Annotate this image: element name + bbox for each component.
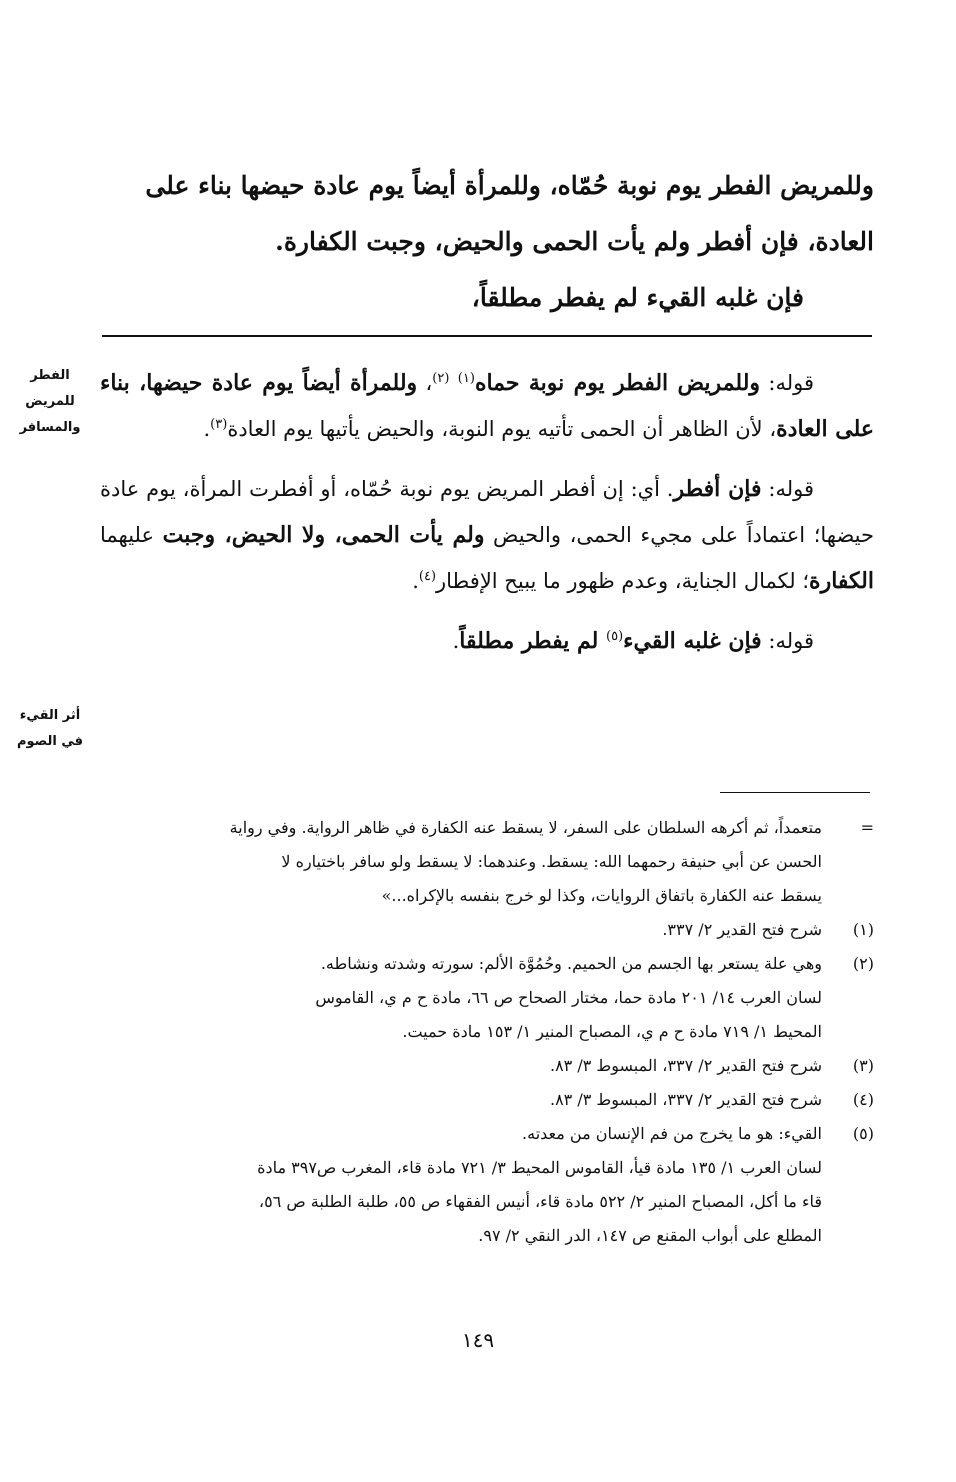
- footnote-line: لسان العرب ١/ ١٣٥ مادة قيأ، القاموس المحيط ٣/ ٧٢١ مادة قاء، المغرب ص٣٩٧ مادة: [257, 1158, 822, 1177]
- footnote-item: [100, 913, 874, 947]
- footnote-line: الحسن عن أبي حنيفة رحمهما الله: يسقط. وعندهما: لا يسقط ولو سافر باختياره لا: [281, 852, 822, 871]
- margin-note-fasting-sick: [10, 363, 90, 441]
- matn-line: فإن غلبه القيء لم يفطر مطلقاً،: [471, 283, 804, 312]
- matn-line: وللمريض الفطر يوم نوبة حُمّاه، وللمرأة أيضاً يوم عادة حيضها بناء على: [145, 171, 874, 200]
- commentary-text: ؛ لكمال الجناية، وعدم ظهور ما يبيح الإفطار: [436, 569, 810, 593]
- footnote-ref[interactable]: (٢): [432, 371, 450, 386]
- matn-quote: فإن غلبه القيء: [623, 628, 762, 654]
- commentary-text: .: [203, 417, 211, 441]
- matn-quote: وللمرأة أيضاً يوم عادة حيضها، بناء على العادة: [100, 370, 874, 442]
- qawluhu-label: قوله:: [761, 477, 814, 501]
- commentary: [100, 360, 874, 664]
- footnote-line: القيء: هو ما يخرج من فم الإنسان من معدته.: [522, 1124, 822, 1143]
- commentary-paragraph: [100, 360, 874, 452]
- footnote-separator-rule: [720, 792, 870, 793]
- matn-text: [100, 158, 874, 326]
- margin-note-line: الفطر: [30, 368, 70, 383]
- footnote-number: (٤): [852, 1090, 874, 1109]
- footnote-line: شرح فتح القدير ٢/ ٣٣٧.: [662, 920, 822, 939]
- footnote-line: يسقط عنه الكفارة باتفاق الروايات، وكذا لو خرج بنفسه بالإكراه...»: [381, 886, 822, 905]
- commentary-paragraph: [100, 466, 874, 604]
- footnote-number: (٢): [852, 954, 874, 973]
- continuation-marker: =: [860, 818, 874, 837]
- footnote-ref[interactable]: (٣): [210, 417, 228, 432]
- commentary-text: ، لأن الظاهر أن الحمى تأتيه يوم النوبة، والحيض يأتيها يوم العادة: [227, 417, 777, 441]
- footnote-body: [100, 1083, 822, 1117]
- matn-line: العادة، فإن أفطر ولم يأت الحمى والحيض، وجبت الكفارة.: [275, 227, 874, 256]
- page-number: ١٤٩: [461, 1328, 495, 1352]
- footnote-line: وهي علة يستعر بها الجسم من الحميم. وحُمُوَّة الألم: سورته وشدته ونشاطه.: [320, 954, 822, 973]
- commentary-text: عليهما: [100, 523, 163, 547]
- footnote-item: [100, 1117, 874, 1253]
- footnote-ref[interactable]: (٥): [606, 629, 624, 644]
- margin-note-line: أثر القيء: [19, 708, 81, 723]
- matn-quote: فإن أفطر: [673, 476, 762, 502]
- matn-quote: وللمريض الفطر يوم نوبة حماه: [474, 370, 761, 396]
- footnote-body: [100, 1049, 822, 1083]
- footnote-number: (١): [852, 920, 874, 939]
- footnote-line: المحيط ١/ ٧١٩ مادة ح م ي، المصباح المنير ١/ ١٥٣ مادة حميت.: [402, 1022, 822, 1041]
- footnote-line: شرح فتح القدير ٢/ ٣٣٧، المبسوط ٣/ ٨٣.: [549, 1056, 822, 1075]
- footnote-body: [100, 947, 822, 1049]
- footnote-ref[interactable]: (١): [457, 371, 475, 386]
- footnote-item: [100, 1049, 874, 1083]
- qawluhu-label: قوله:: [761, 629, 814, 653]
- footnote-line: لسان العرب ١٤/ ٢٠١ مادة حما، مختار الصحاح ص ٦٦، مادة ح م ي، القاموس: [315, 988, 822, 1007]
- footnote-line: شرح فتح القدير ٢/ ٣٣٧، المبسوط ٣/ ٨٣.: [549, 1090, 822, 1109]
- qawluhu-label: قوله:: [760, 371, 815, 395]
- matn-separator-rule: [102, 335, 872, 337]
- footnote-item: [100, 1083, 874, 1117]
- margin-note-line: في الصوم: [16, 734, 83, 749]
- footnote-number: (٥): [852, 1124, 874, 1143]
- footnote-line: قاء ما أكل، المصباح المنير ٢/ ٥٢٢ مادة قاء، أنيس الفقهاء ص ٥٥، طلبة الطلبة ص ٥٦،: [258, 1192, 822, 1211]
- matn-quote: لم يفطر مطلقاً: [459, 628, 607, 654]
- footnote-body: [100, 811, 822, 913]
- footnote-number: (٣): [852, 1056, 874, 1075]
- margin-note-line: للمريض: [25, 394, 75, 409]
- footnotes: [100, 811, 874, 1253]
- footnote-line: متعمداً، ثم أكرهه السلطان على السفر، لا يسقط عنه الكفارة في ظاهر الرواية. وفي رواية: [229, 818, 822, 837]
- matn-quote: الكفارة: [809, 568, 874, 594]
- commentary-text: .: [412, 569, 419, 593]
- footnote-item: [100, 947, 874, 1049]
- footnote-body: [100, 913, 822, 947]
- matn-quote: ولم يأت الحمى، ولا الحيض، وجبت: [162, 522, 485, 548]
- commentary-text: .: [452, 629, 460, 653]
- commentary-text: . أي: إن أفطر المريض يوم نوبة حُمّاه، أو أفطرت المرأة، يوم عادة حيضها؛ اعتماداً على مجيء الحمى، والحيض: [100, 477, 874, 547]
- commentary-paragraph: [100, 618, 874, 664]
- commentary-text: ،: [417, 371, 433, 395]
- footnote-ref[interactable]: (٤): [418, 569, 437, 584]
- margin-note-line: والمسافر: [19, 420, 81, 435]
- footnote-continuation: [100, 811, 874, 913]
- margin-note-vomit: [10, 703, 90, 755]
- footnote-line: المطلع على أبواب المقنع ص ١٤٧، الدر النقي ٢/ ٩٧.: [478, 1226, 822, 1245]
- footnote-body: [100, 1117, 822, 1253]
